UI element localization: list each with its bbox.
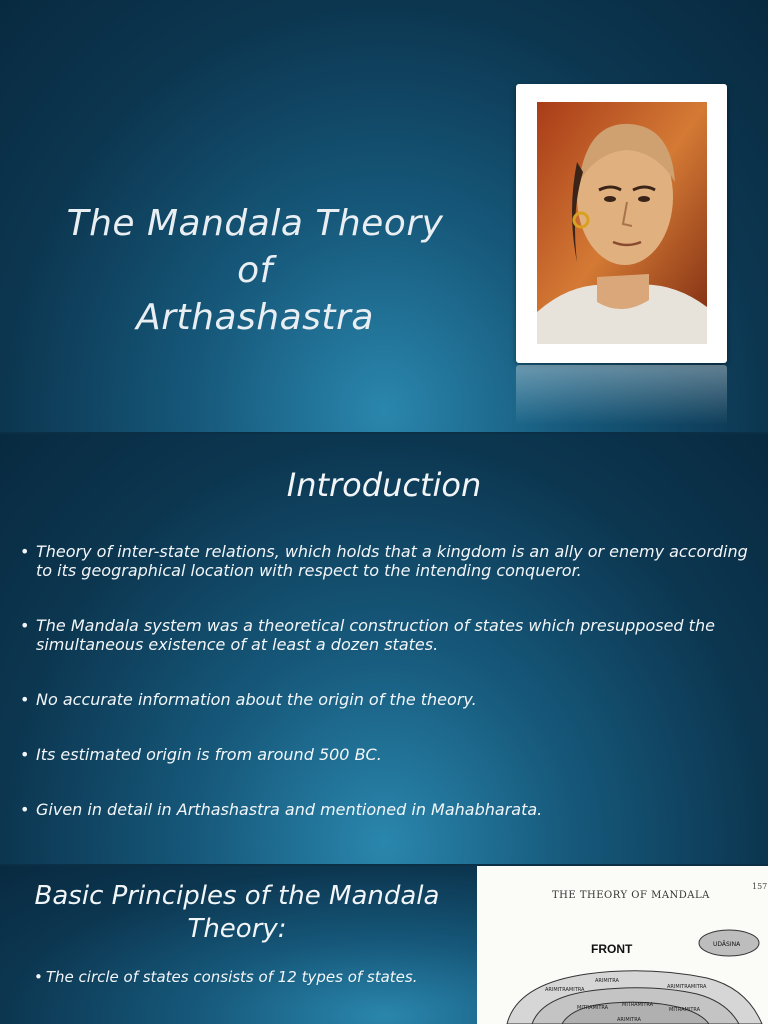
portrait-illustration: [537, 102, 707, 344]
mandala-diagram-image: [477, 866, 768, 1024]
title-slide: [0, 0, 768, 432]
diagram-front-label: FRONT: [591, 942, 633, 956]
basic-principles-slide: [0, 866, 768, 1024]
chanakya-portrait-image: [537, 102, 707, 344]
title-line-3: Arthashastra: [136, 297, 374, 338]
basic-principles-heading: Basic Principles of the Mandala Theory:: [34, 881, 440, 944]
diagram-label: ARIMITRAMITRA: [667, 984, 707, 990]
bullet-item: • The Mandala system was a theoretical construction of states which presupposed the simultaneous existence of at least a dozen states.: [20, 616, 760, 654]
introduction-bullet-list: [20, 542, 760, 855]
bullet-item: • Its estimated origin is from around 500 BC.: [20, 745, 760, 764]
introduction-heading: Introduction: [286, 466, 482, 504]
diagram-label: ARIMITRAMITRA: [545, 987, 585, 993]
portrait-frame: [516, 84, 727, 363]
basic-principles-bullet: • The circle of states consists of 12 types of states.: [34, 968, 454, 986]
introduction-slide: [0, 434, 768, 864]
title-line-1: The Mandala Theory: [66, 203, 444, 244]
diagram-label: ARIMITRA: [595, 978, 619, 984]
diagram-page-number: 157: [752, 882, 768, 891]
diagram-label: MITRAMITRA: [577, 1005, 609, 1011]
udasina-label: UDĀSINA: [713, 941, 741, 948]
bullet-item: • Given in detail in Arthashastra and mentioned in Mahabharata.: [20, 800, 760, 819]
portrait-reflection: [516, 365, 727, 425]
slide-title: [40, 200, 470, 341]
bullet-item: • No accurate information about the origin of the theory.: [20, 690, 760, 709]
diagram-label: MITRAMITRA: [669, 1007, 701, 1013]
diagram-title: THE THEORY OF MANDALA: [552, 890, 710, 901]
diagram-label: MITRAMITRA: [622, 1002, 654, 1008]
bullet-item: • Theory of inter-state relations, which holds that a kingdom is an ally or enemy according to its geographical location with respect to the intending conqueror.: [20, 542, 760, 580]
title-line-2: of: [237, 250, 273, 291]
diagram-label: ARIMITRA: [617, 1017, 641, 1023]
